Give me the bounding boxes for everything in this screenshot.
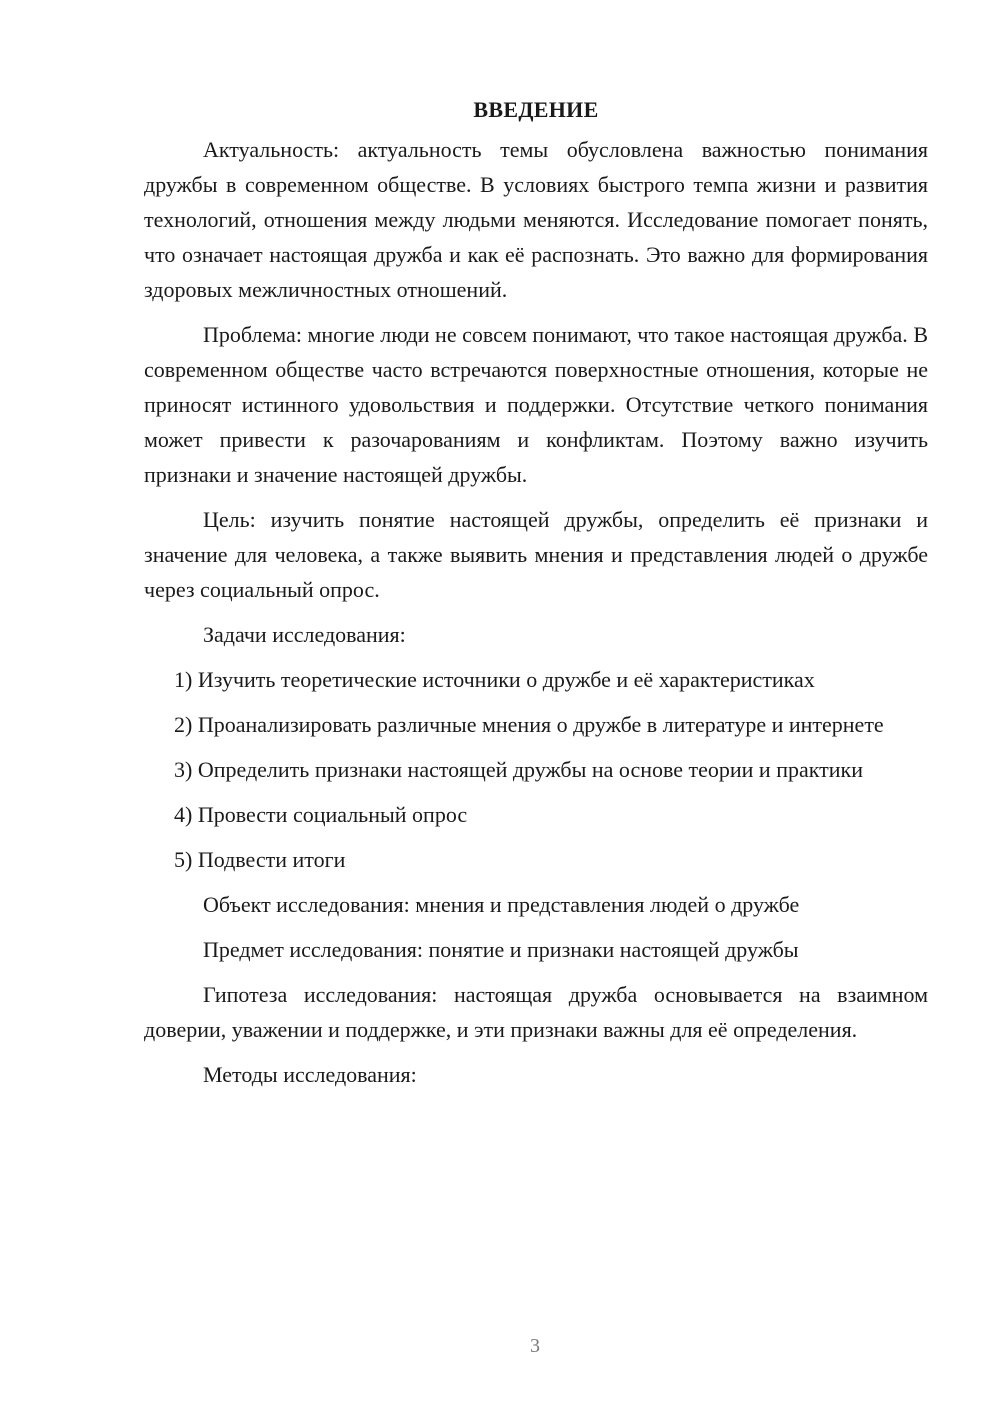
- list-item: 5) Подвести итоги: [174, 847, 346, 872]
- paragraph-methods-heading: Методы исследования:: [203, 1062, 417, 1087]
- list-item: 2) Проанализировать различные мнения о дружбе в литературе и интернете: [174, 712, 884, 737]
- paragraph-subject: Предмет исследования: понятие и признаки настоящей дружбы: [203, 937, 799, 962]
- list-item: 4) Провести социальный опрос: [174, 802, 468, 827]
- paragraph-goal: Цель: изучить понятие настоящей дружбы, определить её признаки и значение для человека, а также выявить мнения и представления людей о дружбе через социальный опрос.: [144, 507, 928, 602]
- paragraph-tasks-heading: Задачи исследования:: [203, 622, 406, 647]
- page-number: 3: [530, 1335, 540, 1357]
- section-heading: ВВЕДЕНИЕ: [473, 97, 599, 122]
- tasks-list: [144, 662, 928, 877]
- list-item: 1) Изучить теоретические источники о дружбе и её характеристиках: [174, 667, 815, 692]
- paragraph-problem: Проблема: многие люди не совсем понимают, что такое настоящая дружба. В современном обществе часто встречаются поверхностные отношения, которые не приносят истинного удовольствия и поддержки. Отсутствие четкого понимания может привести к разочарованиям и конфликтам. Поэтому важно изучить признаки и значение настоящей дружбы.: [144, 322, 928, 487]
- paragraph-relevance: Актуальность: актуальность темы обусловлена важностью понимания дружбы в современном обществе. В условиях быстрого темпа жизни и развития технологий, отношения между людьми меняются. Исследование помогает понять, что означает настоящая дружба и как её распознать. Это важно для формирования здоровых межличностных отношений.: [144, 137, 928, 302]
- paragraph-object: Объект исследования: мнения и представления людей о дружбе: [203, 892, 800, 917]
- page-content: [144, 92, 928, 1102]
- paragraph-hypothesis: Гипотеза исследования: настоящая дружба основывается на взаимном доверии, уважении и поддержке, и эти признаки важны для её определения.: [144, 982, 928, 1042]
- list-item: 3) Определить признаки настоящей дружбы на основе теории и практики: [174, 757, 863, 782]
